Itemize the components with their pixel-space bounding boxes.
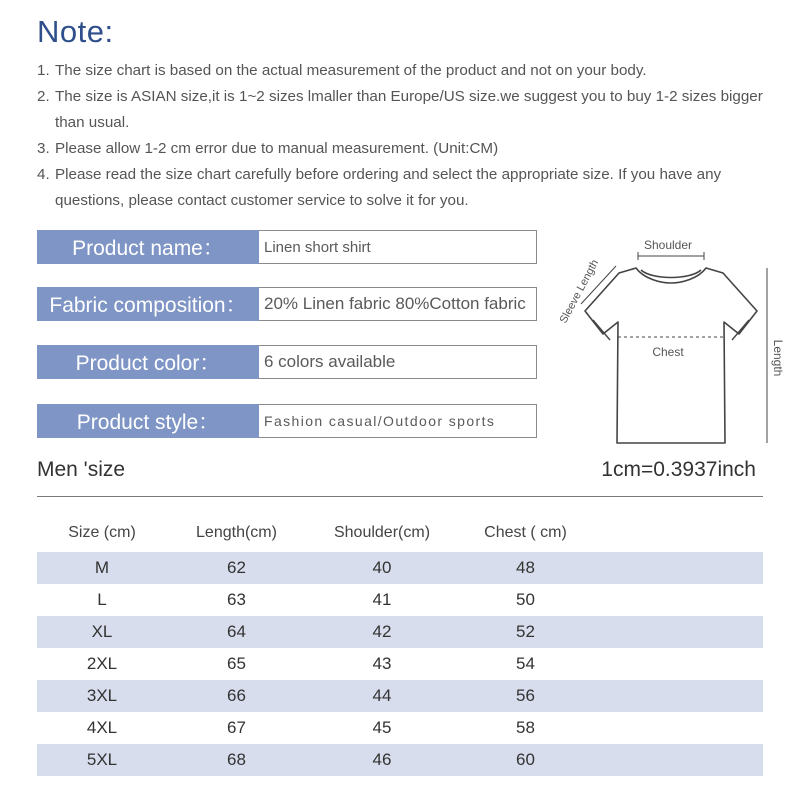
unit-conversion: 1cm=0.3937inch [601,458,756,481]
spec-value: 20% Linen fabric 80%Cotton fabric [259,287,537,321]
header-shoulder: Shoulder(cm) [333,524,431,541]
cell-size: M [94,558,110,577]
table-row [37,648,763,680]
cell-shoulder: 45 [372,718,392,737]
spec-row-product-name [37,230,537,264]
shoulder-label: Shoulder [643,238,693,252]
section-title: Men 'size [37,458,126,481]
tshirt-diagram [548,230,788,460]
note-text: The size chart is based on the actual measurement of the product and not on your body. [55,62,647,79]
note-number: 3. [37,140,50,157]
chest-label: Chest [652,345,684,359]
header-chest: Chest ( cm) [484,524,567,541]
note-item [37,136,782,162]
table-row [37,744,763,776]
note-text: Please read the size chart carefully before ordering and select the appropriate size. If you have any questions, please contact customer service to solve it for you. [55,166,722,209]
spec-value: 6 colors available [259,345,537,379]
note-text: Please allow 1-2 cm error due to manual measurement. (Unit:CM) [55,140,499,157]
header-length: Length(cm) [196,524,277,541]
cell-size: 2XL [86,654,118,673]
spec-row-product-color [37,345,537,379]
cell-shoulder: 40 [372,558,392,577]
cell-shoulder: 44 [372,686,392,705]
cell-shoulder: 42 [372,622,392,641]
table-row [37,584,763,616]
header-size: Size (cm) [68,524,136,541]
cell-size: L [97,590,107,609]
cell-length: 62 [227,558,246,577]
cell-length: 64 [227,622,246,641]
cell-shoulder: 46 [372,750,392,769]
note-number: 1. [37,62,50,79]
note-item [37,162,782,214]
cell-chest: 54 [516,654,535,673]
cell-length: 63 [227,590,246,609]
spec-row-fabric-composition [37,287,537,321]
table-row [37,552,763,584]
cell-size: XL [91,622,113,641]
spec-label: Product style： [37,404,259,438]
cell-chest: 52 [516,622,535,641]
note-number: 4. [37,166,50,183]
cell-length: 67 [227,718,246,737]
cell-size: 3XL [86,686,118,705]
size-table [37,514,763,776]
note-title: Note: [37,14,114,49]
spec-label: Fabric composition： [37,287,259,321]
cell-shoulder: 41 [372,590,392,609]
cell-chest: 56 [516,686,535,705]
table-row [37,616,763,648]
spec-value: Linen short shirt [259,230,537,264]
cell-length: 65 [227,654,246,673]
length-label: Length [771,339,785,377]
cell-length: 68 [227,750,246,769]
note-item [37,84,782,136]
note-text: The size is ASIAN size,it is 1~2 sizes lmaller than Europe/US size.we suggest you to buy 1-2 sizes bigger than usual. [55,88,763,131]
note-list [37,58,782,214]
table-row [37,712,763,744]
cell-length: 66 [227,686,246,705]
table-header [37,514,763,552]
cell-chest: 58 [516,718,535,737]
note-item [37,58,782,84]
spec-label: Product name： [37,230,259,264]
note-number: 2. [37,88,50,105]
cell-chest: 48 [516,558,535,577]
cell-chest: 60 [516,750,535,769]
cell-chest: 50 [516,590,535,609]
sleeve-length-label: Sleeve Length [557,257,602,326]
spec-row-product-style [37,404,537,438]
spec-label: Product color： [37,345,259,379]
cell-size: 5XL [86,750,118,769]
spec-value: Fashion casual/Outdoor sports [259,404,537,438]
cell-size: 4XL [86,718,118,737]
table-row [37,680,763,712]
divider [37,496,763,497]
cell-shoulder: 43 [372,654,392,673]
